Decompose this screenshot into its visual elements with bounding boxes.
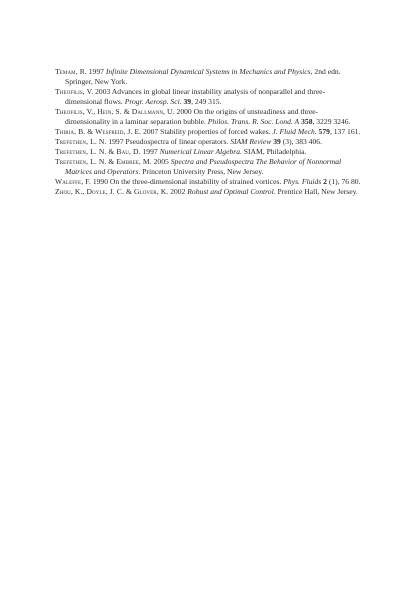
reference-authors: Thiria, B. & Wesfreid, J. E. (55, 126, 142, 136)
reference-item (55, 187, 361, 197)
reference-authors: Zhou, K., Doyle, J. C. & Glover, K. (55, 187, 169, 197)
reference-year: 1997 (86, 67, 106, 76)
reference-authors: Theofilis, V. (55, 86, 94, 96)
reference-item (55, 107, 361, 126)
reference-title: Numerical Linear Algebra (159, 147, 240, 157)
reference-item (55, 87, 361, 106)
reference-year-title: 2000 On the origins of unsteadiness and three-dimensionality in a laminar separation bubble. (65, 106, 319, 126)
reference-item (55, 177, 361, 187)
reference-volume: 39 (181, 96, 192, 106)
reference-title: Robust and Optimal Control (187, 187, 274, 197)
reference-item (55, 137, 361, 147)
reference-item (55, 157, 361, 176)
reference-title: Spectra and Pseudospectra The Behavior of Nonnormal Matrices and Operators (65, 157, 342, 177)
reference-rest: , 3229 3246. (312, 116, 351, 126)
reference-authors: Trefethen, L. N. & Bau, D. (55, 147, 141, 157)
reference-year-title: 1997 Pseudospectra of linear operators. (106, 136, 231, 146)
reference-item (55, 127, 361, 137)
reference-volume: 579 (316, 126, 330, 136)
reference-year-title: 2003 Advances in global linear instability analysis of nonparallel and three-dimensional flows. (65, 86, 325, 106)
reference-rest: . Prentice Hall, New Jersey. (273, 187, 358, 197)
reference-volume: 2 (321, 177, 327, 187)
reference-item (55, 67, 361, 86)
reference-year: 2002 (168, 187, 188, 197)
reference-item (55, 147, 361, 157)
reference-rest: 2nd edn. Springer, New York. (65, 67, 341, 86)
reference-rest: . SIAM, Philadelphia. (240, 147, 307, 157)
reference-rest: (1), 76 80. (326, 177, 361, 187)
reference-rest: . Princeton University Press, New Jersey. (138, 167, 264, 177)
reference-journal: SIAM Review (230, 136, 272, 146)
reference-journal: Philos. Trans. R. Soc. Lond. A (207, 116, 300, 126)
reference-volume: 39 (271, 136, 281, 146)
reference-journal: J. Fluid Mech. (272, 126, 317, 136)
reference-authors: Trefethen, L. N. & Embree, M. (55, 157, 152, 167)
reference-authors: Waleffe, F. (55, 177, 91, 187)
reference-year-title: 1990 On the three-dimensional instability of strained vortices. (90, 177, 284, 187)
reference-authors: Trefethen, L. N. (55, 136, 107, 146)
reference-list (55, 67, 361, 198)
reference-title: Infinite Dimensional Dynamical Systems in Mechanics and Physics, (105, 67, 313, 76)
reference-rest: , 249 315. (191, 96, 222, 106)
reference-volume: 358 (299, 116, 313, 126)
reference-year: 2005 (151, 157, 171, 167)
reference-journal: Progr. Aerosp. Sci. (124, 96, 182, 106)
reference-rest: , 137 161. (329, 126, 361, 136)
reference-year: 1997 (140, 147, 160, 157)
reference-rest: (3), 383 406. (280, 136, 322, 146)
reference-journal: Phys. Fluids (283, 177, 322, 187)
reference-year-title: 2007 Stability properties of forced wakes. (141, 126, 273, 136)
reference-authors: Theofilis, V., Hein, S. & Dallmann, U. (55, 106, 175, 116)
reference-authors: Temam, R. (55, 67, 87, 76)
